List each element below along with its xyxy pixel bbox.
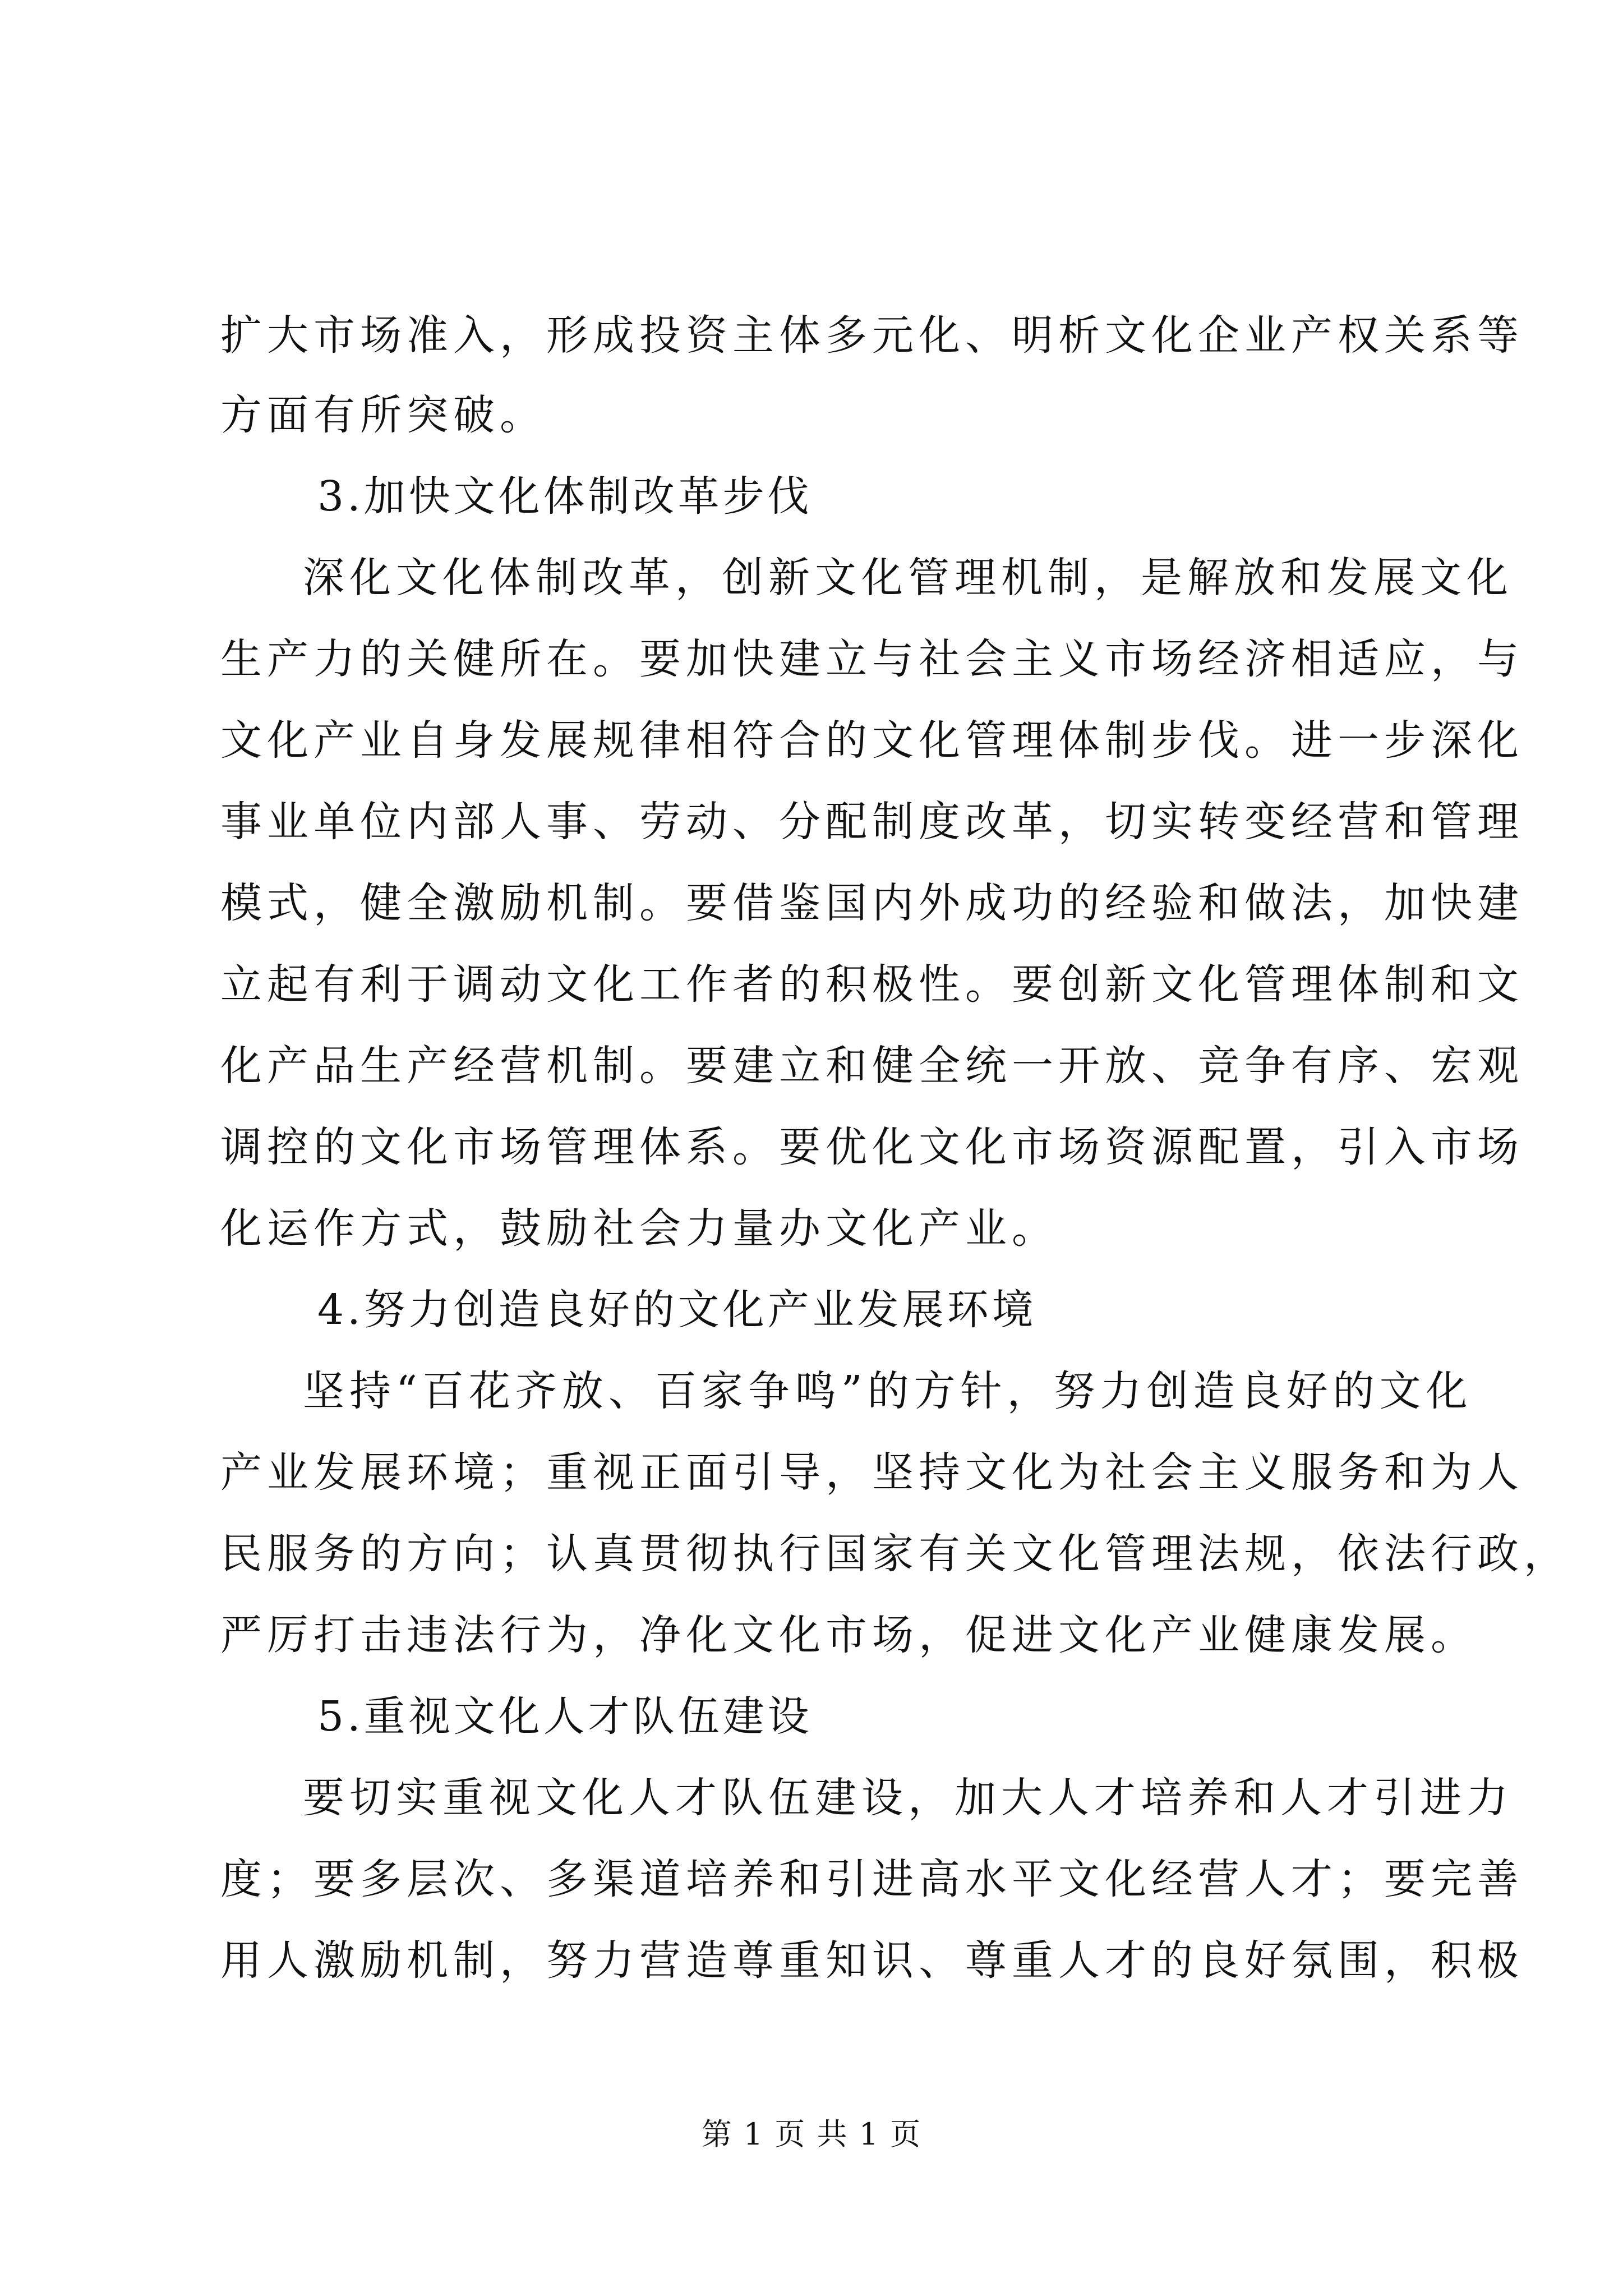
body-line: 严厉打击违法行为，净化文化市场，促进文化产业健康发展。 — [220, 1611, 1477, 1659]
body-line: 模式，健全激励机制。要借鉴国内外成功的经验和做法，加快建 — [220, 879, 1524, 927]
body-line: 要切实重视文化人才队伍建设，加大人才培养和人才引进力 — [303, 1774, 1513, 1822]
section-heading: 5.重视文化人才队伍建设 — [317, 1692, 813, 1741]
body-line: 化运作方式，鼓励社会力量办文化产业。 — [220, 1204, 1058, 1253]
body-line: 方面有所突破。 — [220, 391, 546, 439]
body-line: 产业发展环境；重视正面引导，坚持文化为社会主义服务和为人 — [220, 1448, 1524, 1497]
body-line: 立起有利于调动文化工作者的积极性。要创新文化管理体制和文 — [220, 960, 1524, 1009]
body-line: 度；要多层次、多渠道培养和引进高水平文化经营人才；要完善 — [220, 1855, 1524, 1903]
page-footer: 第 1 页 共 1 页 — [701, 2116, 922, 2152]
body-line: 深化文化体制改革，创新文化管理机制，是解放和发展文化 — [303, 554, 1513, 602]
body-line: 化产品生产经营机制。要建立和健全统一开放、竞争有序、宏观 — [220, 1042, 1524, 1090]
body-line: 坚持“百花齐放、百家争鸣”的方针，努力创造良好的文化 — [303, 1367, 1473, 1415]
body-line: 调控的文化市场管理体系。要优化文化市场资源配置，引入市场 — [220, 1123, 1524, 1171]
body-line: 文化产业自身发展规律相符合的文化管理体制步伐。进一步深化 — [220, 716, 1524, 765]
section-heading: 4.努力创造良好的文化产业发展环境 — [317, 1286, 1037, 1334]
section-heading: 3.加快文化体制改革步伐 — [317, 472, 813, 521]
body-line: 事业单位内部人事、劳动、分配制度改革，切实转变经营和管理 — [220, 798, 1524, 846]
body-line: 扩大市场准入，形成投资主体多元化、明析文化企业产权关系等 — [220, 311, 1524, 360]
body-line: 用人激励机制，努力营造尊重知识、尊重人才的良好氛围，积极 — [220, 1936, 1524, 1985]
body-line: 生产力的关健所在。要加快建立与社会主义市场经济相适应，与 — [220, 635, 1524, 683]
body-line: 民服务的方向；认真贯彻执行国家有关文化管理法规，依法行政， — [220, 1530, 1570, 1578]
